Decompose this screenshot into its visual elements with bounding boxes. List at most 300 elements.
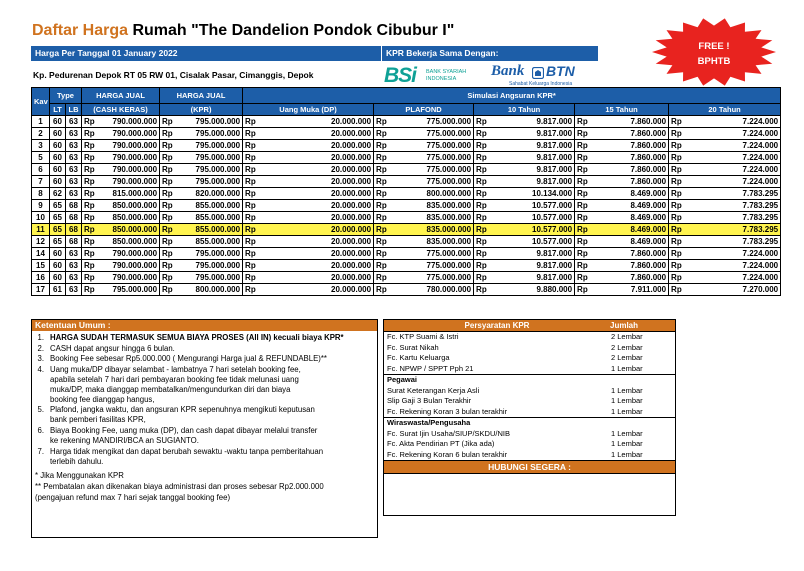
- currency-cell: Rp: [160, 188, 174, 200]
- currency-cell: Rp: [474, 152, 488, 164]
- title-part-1: Daftar Harga: [32, 22, 129, 39]
- currency-cell: Rp: [474, 224, 488, 236]
- lt-cell: 60: [50, 128, 66, 140]
- installment-20y-cell: 7.224.000: [683, 164, 781, 176]
- header-plafond: PLAFOND: [374, 104, 474, 116]
- installment-15y-cell: 8.469.000: [589, 188, 669, 200]
- btn-logo-bank: Bank: [491, 63, 525, 79]
- table-row: [32, 272, 781, 284]
- requirement-item: Fc. Kartu Keluarga: [387, 353, 450, 362]
- currency-cell: Rp: [160, 284, 174, 296]
- plafond-cell: 835.000.000: [388, 212, 474, 224]
- table-row: [32, 212, 781, 224]
- lb-cell: 63: [66, 176, 82, 188]
- dp-cell: 20.000.000: [257, 164, 374, 176]
- plafond-cell: 775.000.000: [388, 176, 474, 188]
- free-bphtb-badge: [650, 16, 778, 88]
- plafond-cell: 775.000.000: [388, 152, 474, 164]
- currency-cell: Rp: [669, 176, 683, 188]
- plafond-cell: 780.000.000: [388, 284, 474, 296]
- requirement-row: [384, 353, 675, 364]
- currency-cell: Rp: [160, 224, 174, 236]
- cash-price-cell: 850.000.000: [96, 200, 160, 212]
- currency-cell: Rp: [575, 260, 589, 272]
- requirement-amount: 2 Lembar: [611, 332, 643, 341]
- currency-cell: Rp: [575, 164, 589, 176]
- currency-cell: Rp: [669, 128, 683, 140]
- btn-logo-tagline: Sahabat Keluarga Indonesia: [509, 81, 573, 87]
- currency-cell: Rp: [160, 212, 174, 224]
- currency-cell: Rp: [575, 284, 589, 296]
- cash-price-cell: 790.000.000: [96, 260, 160, 272]
- address: Kp. Pedurenan Depok RT 05 RW 01, Cisalak Pasar, Cimanggis, Depok: [33, 70, 314, 80]
- table-row: [32, 200, 781, 212]
- dp-cell: 20.000.000: [257, 116, 374, 128]
- installment-15y-cell: 7.860.000: [589, 140, 669, 152]
- dp-cell: 20.000.000: [257, 188, 374, 200]
- requirement-row: [384, 429, 675, 440]
- kav-cell: 7: [32, 176, 50, 188]
- terms-item: [32, 447, 377, 467]
- installment-20y-cell: 7.783.295: [683, 188, 781, 200]
- currency-cell: Rp: [243, 200, 257, 212]
- currency-cell: Rp: [374, 224, 388, 236]
- header-kpr-sub: (KPR): [160, 104, 243, 116]
- price-table-body: [32, 116, 781, 296]
- price-date-bar: Harga Per Tanggal 01 January 2022: [31, 46, 381, 61]
- currency-cell: Rp: [160, 272, 174, 284]
- terms-item-number: 6.: [37, 425, 44, 435]
- installment-15y-cell: 7.860.000: [589, 272, 669, 284]
- currency-cell: Rp: [374, 140, 388, 152]
- requirements-business-title: Wiraswasta/Pengusaha: [387, 418, 471, 427]
- requirements-business: [384, 417, 675, 460]
- table-row: [32, 236, 781, 248]
- btn-logo-name: BTN: [546, 63, 575, 79]
- cash-price-cell: 850.000.000: [96, 236, 160, 248]
- terms-item-number: 2.: [37, 343, 44, 353]
- installment-15y-cell: 7.911.000: [589, 284, 669, 296]
- currency-cell: Rp: [82, 200, 96, 212]
- lb-cell: 68: [66, 200, 82, 212]
- currency-cell: Rp: [474, 272, 488, 284]
- currency-cell: Rp: [474, 188, 488, 200]
- installment-15y-cell: 8.469.000: [589, 212, 669, 224]
- currency-cell: Rp: [474, 212, 488, 224]
- requirement-item: Fc. Rekening Koran 3 bulan terakhir: [387, 406, 508, 416]
- kav-cell: 11: [32, 224, 50, 236]
- dp-cell: 20.000.000: [257, 260, 374, 272]
- dp-cell: 20.000.000: [257, 272, 374, 284]
- plafond-cell: 835.000.000: [388, 236, 474, 248]
- lb-cell: 63: [66, 152, 82, 164]
- requirement-amount: 1 Lembar: [611, 406, 643, 416]
- table-row: [32, 152, 781, 164]
- currency-cell: Rp: [575, 200, 589, 212]
- installment-15y-cell: 7.860.000: [589, 128, 669, 140]
- requirement-item: Fc. KTP Suami & Istri: [387, 332, 459, 341]
- currency-cell: Rp: [82, 128, 96, 140]
- plafond-cell: 835.000.000: [388, 224, 474, 236]
- installment-20y-cell: 7.224.000: [683, 260, 781, 272]
- currency-cell: Rp: [575, 212, 589, 224]
- currency-cell: Rp: [374, 188, 388, 200]
- lb-cell: 63: [66, 284, 82, 296]
- installment-15y-cell: 7.860.000: [589, 248, 669, 260]
- cash-price-cell: 790.000.000: [96, 152, 160, 164]
- installment-20y-cell: 7.224.000: [683, 272, 781, 284]
- lb-cell: 68: [66, 224, 82, 236]
- requirement-row: [384, 396, 675, 407]
- kpr-price-cell: 855.000.000: [174, 224, 243, 236]
- currency-cell: Rp: [474, 176, 488, 188]
- kpr-price-cell: 795.000.000: [174, 140, 243, 152]
- terms-list: [32, 331, 377, 467]
- currency-cell: Rp: [374, 248, 388, 260]
- kpr-price-cell: 795.000.000: [174, 152, 243, 164]
- installment-10y-cell: 9.880.000: [488, 284, 575, 296]
- installment-20y-cell: 7.224.000: [683, 152, 781, 164]
- installment-15y-cell: 8.469.000: [589, 200, 669, 212]
- installment-20y-cell: 7.783.295: [683, 200, 781, 212]
- requirement-amount: 2 Lembar: [611, 342, 643, 352]
- kpr-price-cell: 795.000.000: [174, 116, 243, 128]
- lt-cell: 65: [50, 224, 66, 236]
- terms-item-number: 1.: [37, 333, 44, 342]
- requirement-row: [384, 386, 675, 397]
- kav-cell: 3: [32, 140, 50, 152]
- currency-cell: Rp: [669, 152, 683, 164]
- currency-cell: Rp: [575, 116, 589, 128]
- lt-cell: 60: [50, 164, 66, 176]
- kpr-price-cell: 795.000.000: [174, 260, 243, 272]
- kpr-price-cell: 795.000.000: [174, 128, 243, 140]
- dp-cell: 20.000.000: [257, 140, 374, 152]
- table-row: [32, 260, 781, 272]
- requirement-item: Fc. Akta Pendirian PT (Jika ada): [387, 439, 495, 448]
- table-row: [32, 176, 781, 188]
- kav-cell: 1: [32, 116, 50, 128]
- currency-cell: Rp: [82, 212, 96, 224]
- header-lb: LB: [66, 104, 82, 116]
- currency-cell: Rp: [575, 140, 589, 152]
- installment-15y-cell: 7.860.000: [589, 116, 669, 128]
- currency-cell: Rp: [575, 152, 589, 164]
- installment-20y-cell: 7.783.295: [683, 236, 781, 248]
- bsi-logo-text: BANK SYARIAH INDONESIA: [426, 69, 467, 82]
- currency-cell: Rp: [669, 272, 683, 284]
- starburst-icon: [650, 16, 778, 88]
- currency-cell: Rp: [474, 284, 488, 296]
- currency-cell: Rp: [82, 248, 96, 260]
- kpr-price-cell: 795.000.000: [174, 164, 243, 176]
- currency-cell: Rp: [160, 236, 174, 248]
- header-kav: Kav: [32, 88, 50, 116]
- currency-cell: Rp: [474, 164, 488, 176]
- installment-20y-cell: 7.783.295: [683, 224, 781, 236]
- dp-cell: 20.000.000: [257, 284, 374, 296]
- currency-cell: Rp: [243, 236, 257, 248]
- requirements-amount-title: Jumlah: [610, 321, 639, 330]
- lt-cell: 65: [50, 236, 66, 248]
- currency-cell: Rp: [474, 116, 488, 128]
- installment-10y-cell: 10.134.000: [488, 188, 575, 200]
- currency-cell: Rp: [374, 260, 388, 272]
- currency-cell: Rp: [243, 164, 257, 176]
- kav-cell: 6: [32, 164, 50, 176]
- lb-cell: 63: [66, 260, 82, 272]
- currency-cell: Rp: [669, 284, 683, 296]
- installment-10y-cell: 9.817.000: [488, 260, 575, 272]
- currency-cell: Rp: [575, 236, 589, 248]
- currency-cell: Rp: [82, 224, 96, 236]
- installment-10y-cell: 9.817.000: [488, 272, 575, 284]
- table-row: [32, 164, 781, 176]
- terms-item-text: Harga tidak mengikat dan dapat berubah sewaktu -waktu tanpa pemberitahuan terlebih dahulu.: [50, 446, 324, 466]
- currency-cell: Rp: [243, 140, 257, 152]
- currency-cell: Rp: [243, 188, 257, 200]
- lt-cell: 65: [50, 200, 66, 212]
- header-lt: LT: [50, 104, 66, 116]
- kav-cell: 2: [32, 128, 50, 140]
- installment-10y-cell: 10.577.000: [488, 200, 575, 212]
- installment-10y-cell: 9.817.000: [488, 164, 575, 176]
- currency-cell: Rp: [82, 284, 96, 296]
- cash-price-cell: 790.000.000: [96, 176, 160, 188]
- cash-price-cell: 850.000.000: [96, 224, 160, 236]
- terms-item-number: 4.: [37, 364, 44, 374]
- contact-area: [384, 473, 675, 515]
- currency-cell: Rp: [669, 212, 683, 224]
- table-row: [32, 248, 781, 260]
- plafond-cell: 775.000.000: [388, 128, 474, 140]
- cash-price-cell: 790.000.000: [96, 116, 160, 128]
- bsi-logo-mark: BSi: [384, 64, 417, 87]
- currency-cell: Rp: [575, 248, 589, 260]
- installment-15y-cell: 8.469.000: [589, 224, 669, 236]
- btn-logo: [491, 63, 586, 87]
- currency-cell: Rp: [374, 272, 388, 284]
- currency-cell: Rp: [575, 272, 589, 284]
- kav-cell: 17: [32, 284, 50, 296]
- installment-10y-cell: 9.817.000: [488, 116, 575, 128]
- terms-item-number: 5.: [37, 405, 44, 415]
- currency-cell: Rp: [160, 152, 174, 164]
- kpr-price-cell: 800.000.000: [174, 284, 243, 296]
- plafond-cell: 775.000.000: [388, 164, 474, 176]
- requirement-row: [384, 439, 675, 450]
- installment-10y-cell: 9.817.000: [488, 176, 575, 188]
- header-cash-sub: (CASH KERAS): [82, 104, 160, 116]
- kpr-price-cell: 795.000.000: [174, 248, 243, 260]
- currency-cell: Rp: [243, 152, 257, 164]
- cash-price-cell: 790.000.000: [96, 248, 160, 260]
- lt-cell: 60: [50, 140, 66, 152]
- kav-cell: 16: [32, 272, 50, 284]
- currency-cell: Rp: [160, 260, 174, 272]
- dp-cell: 20.000.000: [257, 212, 374, 224]
- kpr-partner-bar: KPR Bekerja Sama Dengan:: [381, 46, 598, 61]
- header-uang-muka: Uang Muka (DP): [243, 104, 374, 116]
- currency-cell: Rp: [374, 284, 388, 296]
- currency-cell: Rp: [160, 176, 174, 188]
- header-harga-jual-kpr: HARGA JUAL: [160, 88, 243, 104]
- requirement-amount: 2 Lembar: [611, 353, 643, 362]
- currency-cell: Rp: [374, 176, 388, 188]
- currency-cell: Rp: [374, 128, 388, 140]
- table-row: [32, 140, 781, 152]
- dp-cell: 20.000.000: [257, 248, 374, 260]
- title-part-2: Rumah "The Dandelion Pondok Cibubur I": [128, 22, 455, 39]
- currency-cell: Rp: [474, 236, 488, 248]
- currency-cell: Rp: [669, 200, 683, 212]
- currency-cell: Rp: [474, 128, 488, 140]
- page-title: [32, 22, 454, 40]
- currency-cell: Rp: [82, 164, 96, 176]
- kav-cell: 15: [32, 260, 50, 272]
- installment-10y-cell: 9.817.000: [488, 248, 575, 260]
- currency-cell: Rp: [160, 128, 174, 140]
- installment-20y-cell: 7.224.000: [683, 176, 781, 188]
- dp-cell: 20.000.000: [257, 176, 374, 188]
- terms-item-text: Biaya Booking Fee, uang muka (DP), dan cash dapat dibayar melalui transfer ke rekening MANDIRI/BCA an SUGIANTO.: [50, 425, 318, 445]
- lt-cell: 62: [50, 188, 66, 200]
- currency-cell: Rp: [374, 164, 388, 176]
- lb-cell: 68: [66, 212, 82, 224]
- terms-item: [32, 344, 377, 354]
- dp-cell: 20.000.000: [257, 200, 374, 212]
- currency-cell: Rp: [82, 116, 96, 128]
- terms-item: [32, 426, 377, 446]
- terms-item: [32, 354, 377, 364]
- kav-cell: 12: [32, 236, 50, 248]
- kav-cell: 9: [32, 200, 50, 212]
- terms-item-text: Plafond, jangka waktu, dan angsuran KPR sepenuhnya mengikuti keputusan bank pemberi fasilitas KPR,: [50, 405, 315, 425]
- lb-cell: 63: [66, 116, 82, 128]
- header-simulasi: Simulasi Angsuran KPR*: [243, 88, 781, 104]
- terms-item: [32, 333, 377, 343]
- terms-item-text: CASH dapat angsur hingga 6 bulan.: [50, 343, 175, 353]
- kpr-price-cell: 855.000.000: [174, 212, 243, 224]
- currency-cell: Rp: [82, 236, 96, 248]
- lb-cell: 68: [66, 236, 82, 248]
- lt-cell: 61: [50, 284, 66, 296]
- terms-title: Ketentuan Umum :: [32, 320, 377, 331]
- cash-price-cell: 790.000.000: [96, 272, 160, 284]
- currency-cell: Rp: [474, 260, 488, 272]
- currency-cell: Rp: [160, 116, 174, 128]
- plafond-cell: 775.000.000: [388, 116, 474, 128]
- installment-15y-cell: 7.860.000: [589, 260, 669, 272]
- badge-line-1: FREE !: [698, 41, 730, 52]
- lb-cell: 63: [66, 128, 82, 140]
- requirement-item: Slip Gaji 3 Bulan Terakhir: [387, 396, 472, 405]
- lb-cell: 63: [66, 164, 82, 176]
- installment-10y-cell: 10.577.000: [488, 224, 575, 236]
- currency-cell: Rp: [669, 236, 683, 248]
- table-row: [32, 128, 781, 140]
- currency-cell: Rp: [82, 176, 96, 188]
- currency-cell: Rp: [82, 260, 96, 272]
- terms-box: [31, 319, 378, 538]
- installment-15y-cell: 7.860.000: [589, 164, 669, 176]
- installment-10y-cell: 9.817.000: [488, 128, 575, 140]
- bsi-logo: [384, 64, 484, 88]
- currency-cell: Rp: [243, 128, 257, 140]
- currency-cell: Rp: [474, 140, 488, 152]
- terms-item-text: Uang muka/DP dibayar selambat - lambatnya 7 hari setelah booking fee, apabila setelah 7 hari dari pembayaran booking fee tidak melunasi uang muka/DP, maka dianggap membatalkan/mengundurkan diri dan biaya booking fee dianggap hangus,: [50, 364, 301, 404]
- kav-cell: 14: [32, 248, 50, 260]
- kpr-price-cell: 820.000.000: [174, 188, 243, 200]
- cash-price-cell: 795.000.000: [96, 284, 160, 296]
- cash-price-cell: 790.000.000: [96, 128, 160, 140]
- requirements-box: [383, 319, 676, 516]
- lb-cell: 63: [66, 248, 82, 260]
- requirements-employee-title: Pegawai: [387, 375, 418, 384]
- currency-cell: Rp: [243, 212, 257, 224]
- terms-item: [32, 405, 377, 425]
- lb-cell: 63: [66, 188, 82, 200]
- currency-cell: Rp: [669, 224, 683, 236]
- terms-item-text: HARGA SUDAH TERMASUK SEMUA BIAYA PROSES (All IN) kecuali biaya KPR*: [50, 333, 344, 342]
- currency-cell: Rp: [575, 188, 589, 200]
- requirement-item: Surat Keterangan Kerja Asli: [387, 385, 480, 395]
- kav-cell: 10: [32, 212, 50, 224]
- lt-cell: 60: [50, 176, 66, 188]
- currency-cell: Rp: [82, 152, 96, 164]
- requirement-amount: 1 Lembar: [611, 385, 643, 395]
- lt-cell: 65: [50, 212, 66, 224]
- currency-cell: Rp: [160, 164, 174, 176]
- kav-cell: 8: [32, 188, 50, 200]
- plafond-cell: 775.000.000: [388, 260, 474, 272]
- requirements-employee: [384, 374, 675, 417]
- currency-cell: Rp: [669, 164, 683, 176]
- header-harga-jual-cash: HARGA JUAL: [82, 88, 160, 104]
- table-row: [32, 188, 781, 200]
- currency-cell: Rp: [160, 200, 174, 212]
- lt-cell: 60: [50, 152, 66, 164]
- plafond-cell: 775.000.000: [388, 272, 474, 284]
- installment-20y-cell: 7.224.000: [683, 116, 781, 128]
- currency-cell: Rp: [575, 176, 589, 188]
- currency-cell: Rp: [575, 224, 589, 236]
- lt-cell: 60: [50, 260, 66, 272]
- lb-cell: 63: [66, 272, 82, 284]
- currency-cell: Rp: [374, 152, 388, 164]
- currency-cell: Rp: [243, 284, 257, 296]
- requirement-item: Fc. NPWP / SPPT Pph 21: [387, 363, 474, 373]
- currency-cell: Rp: [243, 272, 257, 284]
- plafond-cell: 835.000.000: [388, 200, 474, 212]
- table-row: [32, 116, 781, 128]
- currency-cell: Rp: [374, 200, 388, 212]
- requirement-row: [384, 364, 675, 375]
- requirement-item: Fc. Surat Nikah: [387, 342, 439, 352]
- currency-cell: Rp: [669, 116, 683, 128]
- installment-20y-cell: 7.224.000: [683, 140, 781, 152]
- header-20-tahun: 20 Tahun: [669, 104, 781, 116]
- installment-15y-cell: 7.860.000: [589, 152, 669, 164]
- installment-10y-cell: 10.577.000: [488, 236, 575, 248]
- installment-20y-cell: 7.783.295: [683, 212, 781, 224]
- badge-line-2: BPHTB: [697, 56, 731, 67]
- installment-20y-cell: 7.270.000: [683, 284, 781, 296]
- currency-cell: Rp: [669, 188, 683, 200]
- currency-cell: Rp: [669, 260, 683, 272]
- table-row: [32, 284, 781, 296]
- terms-note-1: * Jika Menggunakan KPR: [35, 470, 124, 480]
